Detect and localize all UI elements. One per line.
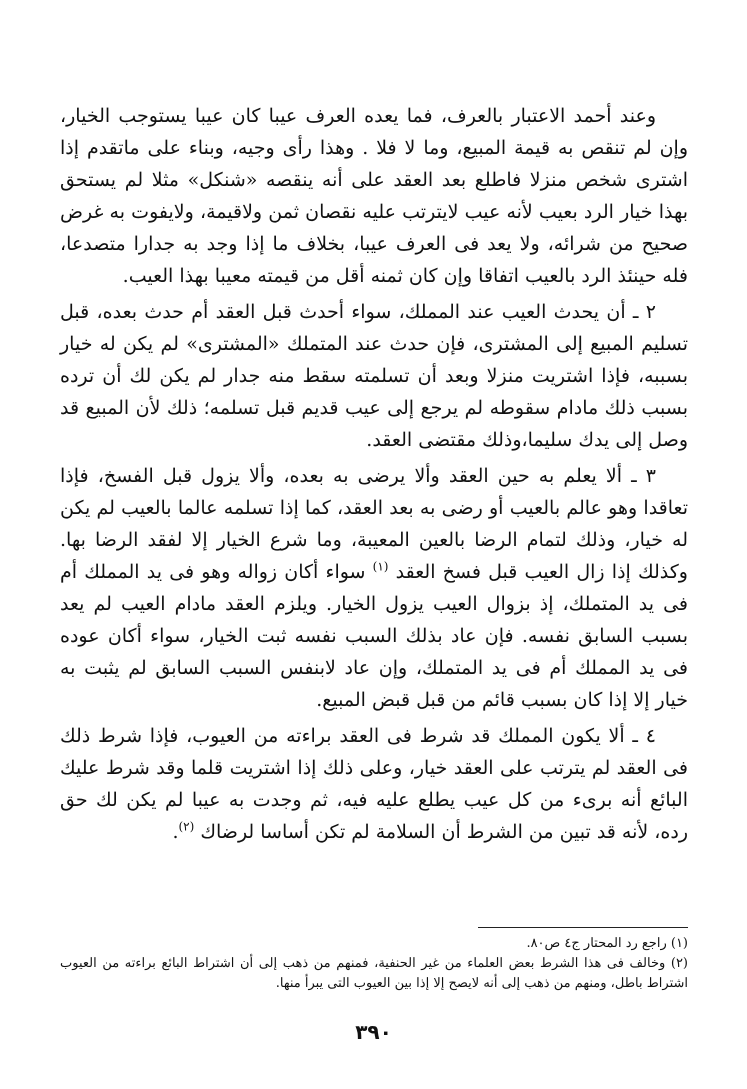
page-number: ٣٩٠ <box>355 1020 392 1044</box>
footnote-2: (٢) وخالف فى هذا الشرط بعض العلماء من غير الحنفية، فمنهم من ذهب إلى أن اشتراط البائع براءته من العيوب اشتراط باطل، ومنهم من ذهب إلى أنه لايصح إلا إذا بين العيوب التى يبرأ منها. <box>60 956 688 991</box>
footnote-1: (١) راجع رد المحتار ج٤ ص٨٠. <box>526 936 688 951</box>
page-body <box>60 100 688 852</box>
paragraph-condition-3 <box>60 460 688 716</box>
paragraph-4-end: . <box>172 821 179 843</box>
footnote-ref-1: (١) <box>372 559 389 574</box>
footnote-divider <box>478 927 688 928</box>
paragraph-4-text: ٤ ـ ألا يكون المملك قد شرط فى العقد براءته من العيوب، فإذا شرط ذلك فى العقد لم يترتب على العقد خيار، وعلى ذلك إذا اشتريت قلما وقد شرط عليك البائع أنه برىء من كل عيب يطلع عليه فيه، ثم وجدت به عيبا لم يكن لك حق رده، لأنه قد تبين من الشرط أن السلامة لم تكن أساسا لرضاك <box>60 725 688 843</box>
paragraph-condition-4 <box>60 720 688 848</box>
paragraph-condition-2: ٢ ـ أن يحدث العيب عند المملك، سواء أحدث قبل العقد أم حدث بعده، قبل تسليم المبيع إلى المشترى، فإن حدث عند المتملك «المشترى» لم يكن له خيار بسببه، فإذا اشتريت منزلا وبعد أن تسلمته سقط منه جدار لم يكن لك أن ترده بسبب ذلك مادام سقوطه لم يرجع إلى عيب قديم قبل تسلمه؛ ذلك لأن المبيع قد وصل إلى يدك سليما،وذلك مقتضى العقد. <box>60 301 688 451</box>
footnotes <box>60 934 688 994</box>
paragraph-intro: وعند أحمد الاعتبار بالعرف، فما يعده العرف عيبا كان عيبا يستوجب الخيار، وإن لم تنقص به قيمة المبيع، وما لا فلا . وهذا رأى وجيه، وبناء على ماتقدم إذا اشترى شخص منزلا فاطلع بعد العقد على أنه ينقصه «شنكل» مثلا لم يستحق بهذا خيار الرد بعيب لأنه عيب لايترتب عليه نقصان ثمن ولاقيمة، ولايفوت به غرض صحيح من شرائه، ولا يعد فى العرف عيبا، بخلاف ما إذا وجد به جدارا متصدعا، فله حينئذ الرد بالعيب اتفاقا وإن كان ثمنه أقل من قيمته معيبا بهذا العيب. <box>60 105 688 287</box>
paragraph-3-text-b: سواء أكان زواله وهو فى يد المملك أم فى يد المتملك، إذ بزوال العيب يزول الخيار. ويلزم العقد مادام العيب لم يعد بسبب السابق نفسه. فإن عاد بذلك السبب نفسه ثبت الخيار، سواء أكان عوده فى يد المملك أم فى يد المتملك، وإن عاد لابنفس السبب السابق لم يثبت به خيار إلا إذا كان بسبب قائم من قبل قبض المبيع. <box>60 561 688 711</box>
footnote-ref-2: (٢) <box>178 819 195 834</box>
paragraph-3-text-a: ٣ ـ ألا يعلم به حين العقد وألا يرضى به بعده، وألا يزول قبل الفسخ، فإذا تعاقدا وهو عالم بالعيب أو رضى به بعد العقد، كما إذا تسلمه عالما بالعيب لم يكن له خيار، وذلك لتمام الرضا بالعين المعيبة، وما شرع الخيار إلا لفقد الرضا بها. وكذلك إذا زال العيب قبل فسخ العقد <box>60 465 688 583</box>
